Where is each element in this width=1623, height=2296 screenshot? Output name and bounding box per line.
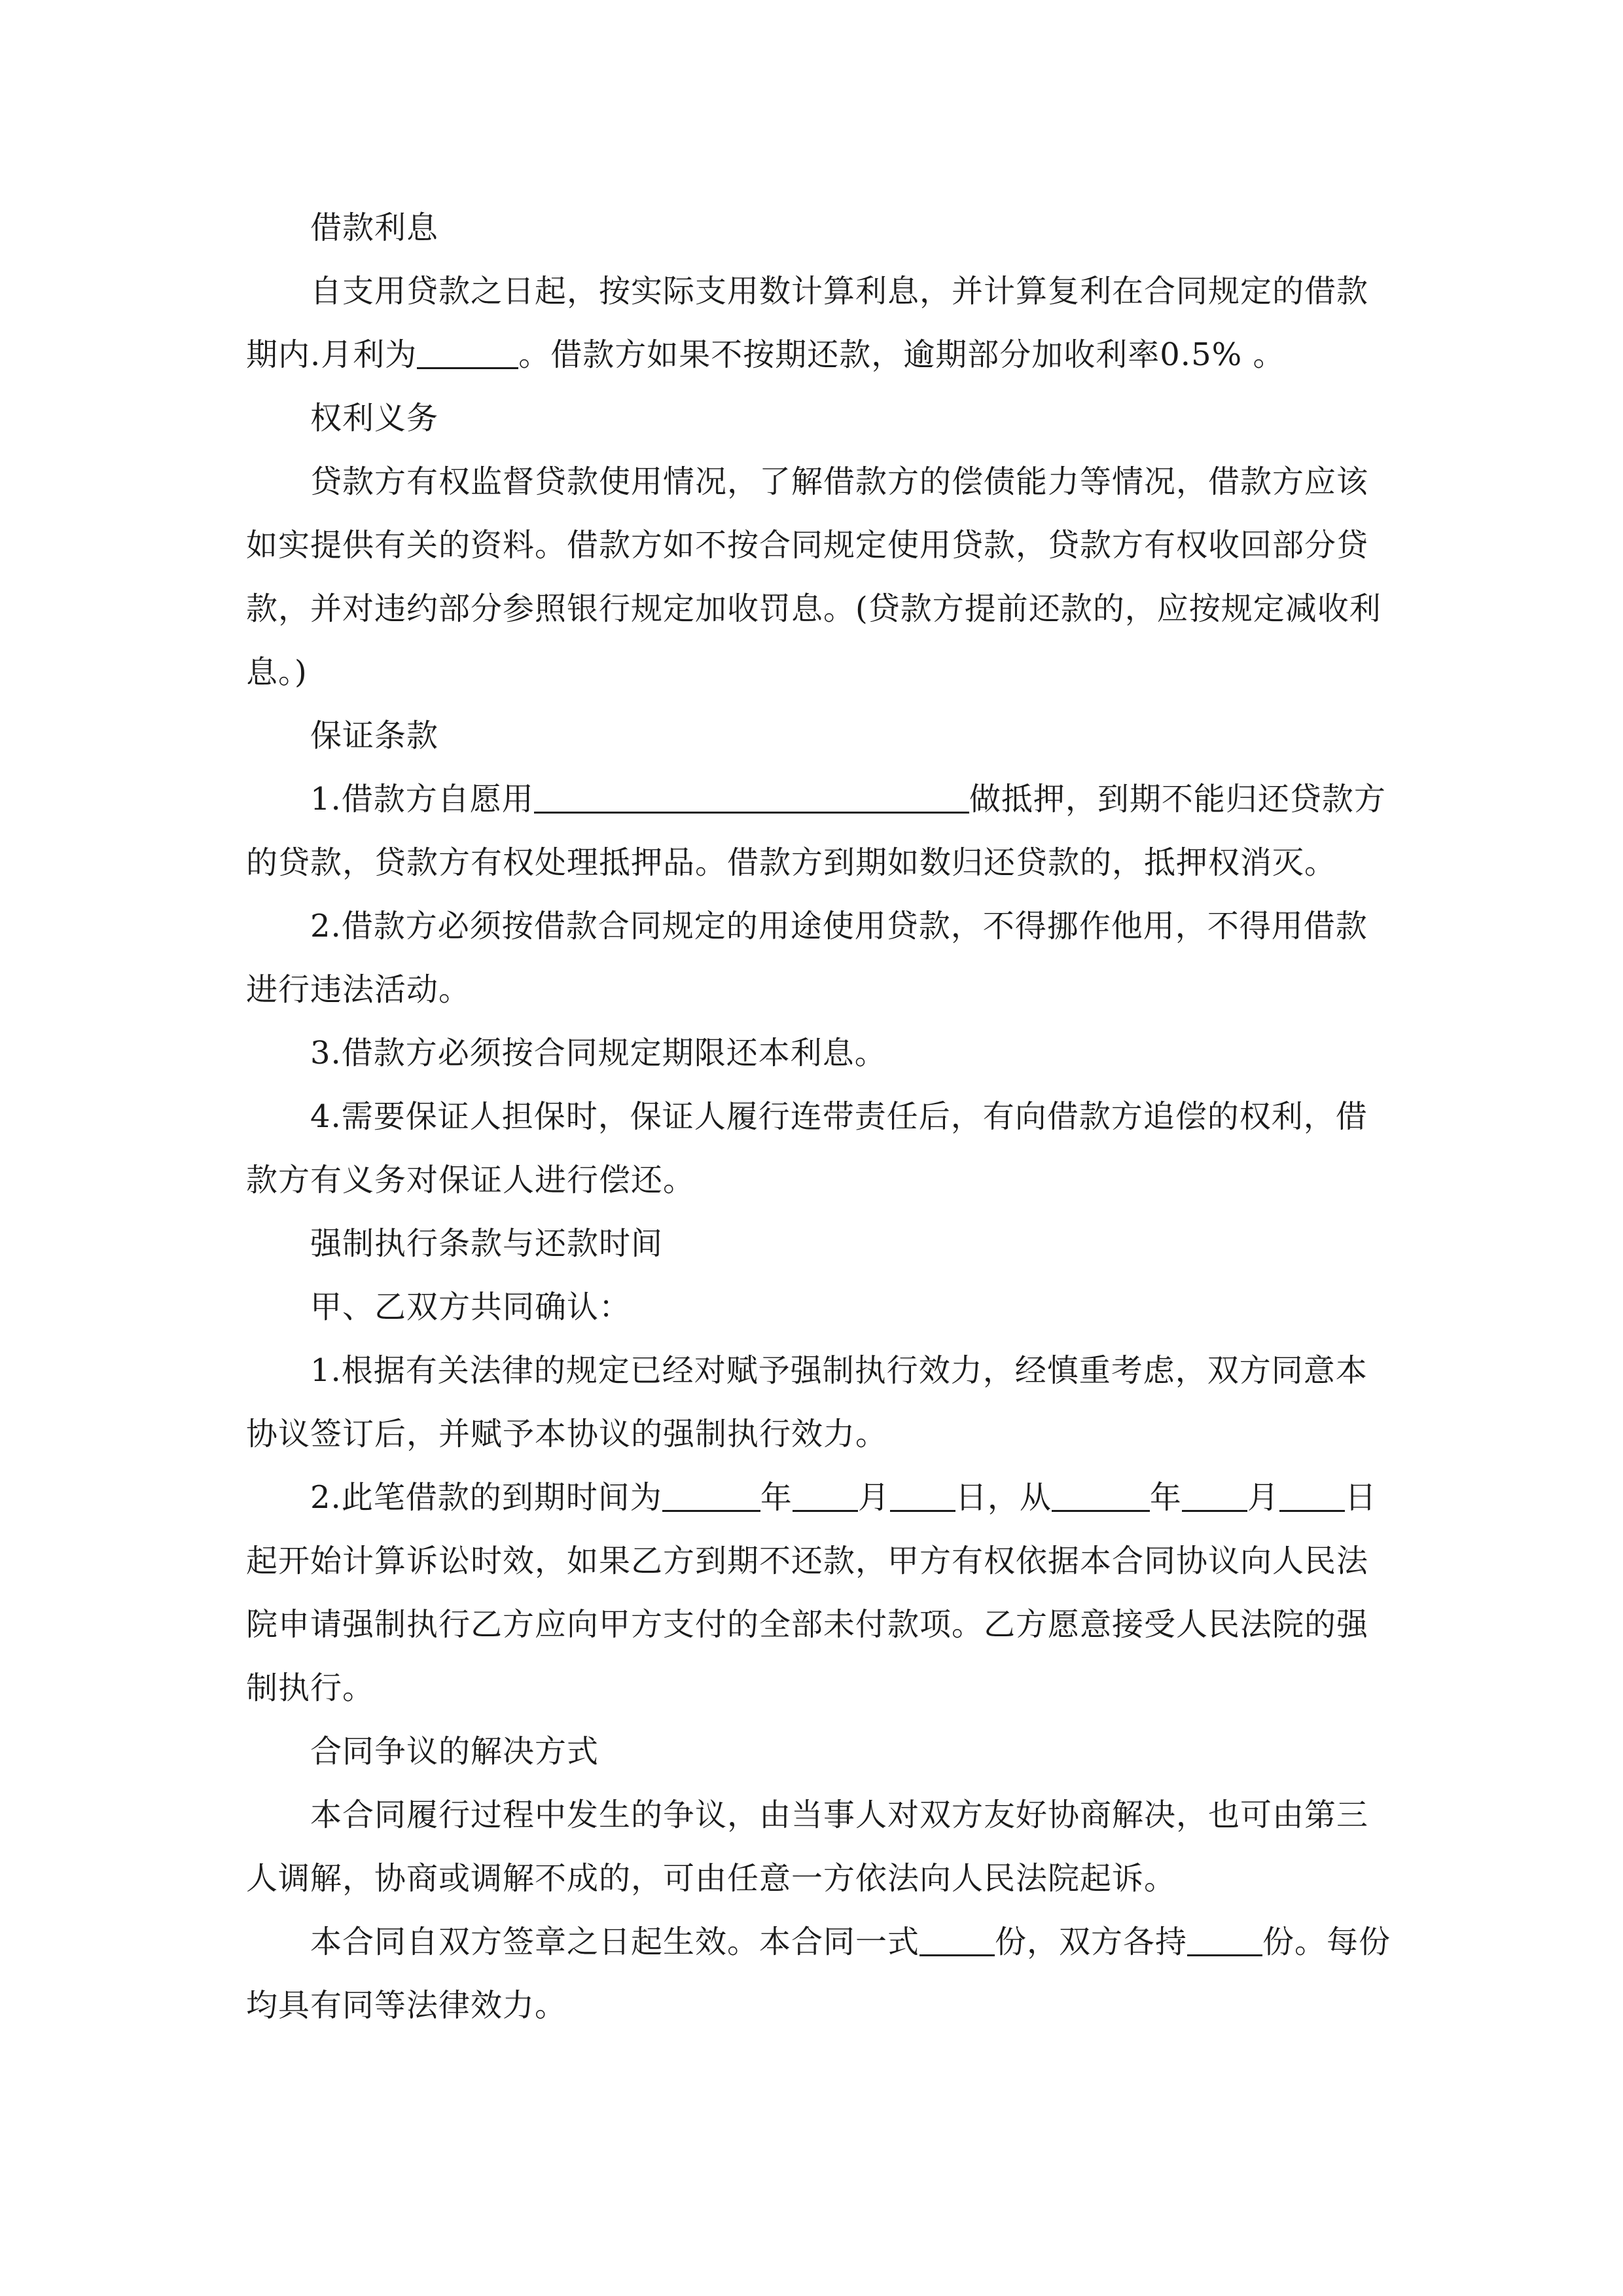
- guarantee-item-1-text-b: 做抵押，到期不能归还贷款方的贷款，贷款方有权处理抵押品。借款方到期如数归还贷款的，抵押权消灭。: [246, 781, 1386, 881]
- monthly-rate-blank[interactable]: [417, 338, 518, 369]
- due-day-label: 日，从: [955, 1479, 1052, 1516]
- enforcement-item-2: [246, 1466, 1398, 1720]
- guarantee-item-2: 2.借款方必须按借款合同规定的用途使用贷款，不得挪作他用，不得用借款进行违法活动。: [246, 908, 1368, 1008]
- enforcement-item-1: 1.根据有关法律的规定已经对赋予强制执行效力，经慎重考虑，双方同意本协议签订后，并赋予本协议的强制执行效力。: [246, 1352, 1368, 1452]
- contract-body: [246, 196, 1398, 2037]
- each-copies-blank[interactable]: [1187, 1926, 1262, 1956]
- enforcement-item-2-text-a: 2.此笔借款的到期时间为: [310, 1479, 662, 1516]
- enforcement-intro: 甲、乙双方共同确认：: [310, 1289, 632, 1325]
- interest-text-b: 。借款方如果不按期还款，逾期部分加收利率0.5% 。: [518, 336, 1285, 373]
- due-day-blank[interactable]: [890, 1481, 955, 1512]
- heading-rights: 权利义务: [310, 400, 439, 437]
- start-day-label: 日起: [246, 1479, 1377, 1579]
- total-copies-blank[interactable]: [919, 1926, 995, 1956]
- heading-dispute: 合同争议的解决方式: [310, 1733, 599, 1770]
- paragraph-effect: [246, 1910, 1398, 2037]
- collateral-blank[interactable]: [534, 783, 969, 814]
- guarantee-item-1-text-a: 1.借款方自愿用: [310, 781, 534, 817]
- guarantee-item-3: 3.借款方必须按合同规定期限还本利息。: [310, 1035, 887, 1071]
- heading-enforcement: 强制执行条款与还款时间: [310, 1225, 664, 1262]
- effect-text-a: 本合同自双方签章之日起生效。本合同一式: [310, 1924, 920, 1960]
- guarantee-item-1: [246, 768, 1398, 895]
- start-day-blank[interactable]: [1279, 1481, 1345, 1512]
- enforcement-item-2-text-b: 开始计算诉讼时效，如果乙方到期不还款，甲方有权依据本合同协议向人民法院申请强制执行乙方应向甲方支付的全部未付款项。乙方愿意接受人民法院的强制执行。: [246, 1543, 1369, 1706]
- paragraph-interest: [246, 260, 1398, 387]
- start-year-blank[interactable]: [1052, 1481, 1150, 1512]
- due-year-label: 年: [760, 1479, 793, 1516]
- start-year-label: 年: [1149, 1479, 1182, 1516]
- paragraph-dispute: 本合同履行过程中发生的争议，由当事人对双方友好协商解决，也可由第三人调解，协商或调解不成的，可由任意一方依法向人民法院起诉。: [246, 1797, 1369, 1897]
- start-month-blank[interactable]: [1182, 1481, 1247, 1512]
- effect-text-b: 份，双方各持: [995, 1924, 1188, 1960]
- interest-text-a: 自支用贷款之日起，按实际支用数计算利息，并计算复利在合同规定的借款期内.月利为: [246, 273, 1369, 373]
- effect-text-c: 份。每份均具有同等法律效力。: [246, 1924, 1391, 2024]
- due-month-label: 月: [857, 1479, 890, 1516]
- due-month-blank[interactable]: [793, 1481, 858, 1512]
- heading-guarantee: 保证条款: [310, 717, 439, 754]
- heading-interest: 借款利息: [310, 209, 439, 246]
- due-year-blank[interactable]: [662, 1481, 760, 1512]
- start-month-label: 月: [1247, 1479, 1279, 1516]
- guarantee-item-4: 4.需要保证人担保时，保证人履行连带责任后，有向借款方追偿的权利，借款方有义务对保证人进行偿还。: [246, 1098, 1368, 1198]
- paragraph-rights: 贷款方有权监督贷款使用情况，了解借款方的偿债能力等情况，借款方应该如实提供有关的资料。借款方如不按合同规定使用贷款，贷款方有权收回部分贷款，并对违约部分参照银行规定加收罚息。(贷款方提前还款的，应按规定减收利息。): [246, 463, 1382, 691]
